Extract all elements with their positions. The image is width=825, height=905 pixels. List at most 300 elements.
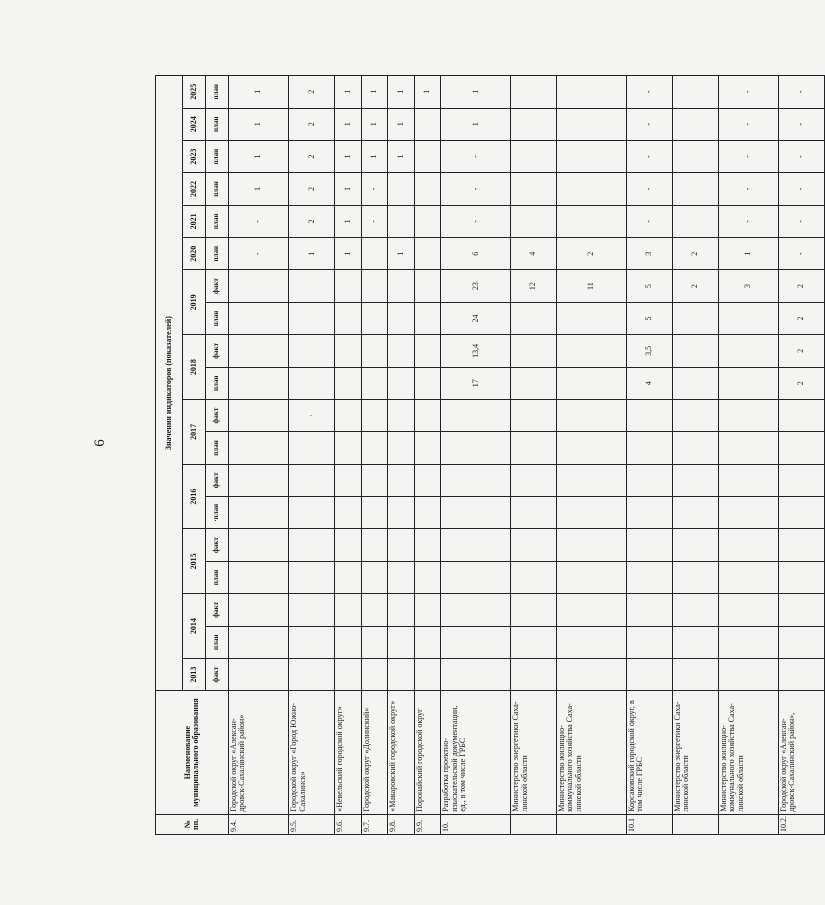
indicator-cell: 2 [289, 76, 335, 109]
municipality-name: Министерство жилищно-коммунального хозяйства Саха-линской области [557, 691, 627, 814]
indicator-cell [718, 626, 778, 658]
indicator-cell [672, 626, 718, 658]
indicator-cell [718, 497, 778, 529]
indicator-cell: 23 [441, 270, 511, 302]
indicator-cell: 1 [361, 108, 388, 140]
indicator-cell [718, 658, 778, 690]
indicator-cell [335, 367, 362, 399]
indicator-cell [361, 270, 388, 302]
indicator-cell [672, 140, 718, 172]
indicator-cell [718, 432, 778, 464]
indicator-cell: 2 [289, 173, 335, 205]
indicator-cell [557, 399, 627, 431]
indicator-cell: - [229, 238, 289, 270]
indicator-cell [627, 529, 673, 561]
indicator-cell: 1 [229, 140, 289, 172]
indicator-cell [229, 529, 289, 561]
municipality-name: Городской округ «Долинский» [361, 691, 388, 814]
row-number: 9.4. [229, 814, 289, 834]
header-plan: план [206, 108, 229, 140]
indicator-cell [718, 529, 778, 561]
indicator-cell: - [361, 205, 388, 237]
table-row [335, 76, 362, 835]
indicator-cell [557, 302, 627, 334]
header-year: 2016 [183, 464, 206, 529]
indicator-cell: - [627, 205, 673, 237]
indicator-cell [388, 464, 415, 496]
indicator-cell [361, 594, 388, 626]
indicator-cell: - [441, 205, 511, 237]
indicator-cell [511, 594, 557, 626]
indicator-cell [335, 432, 362, 464]
header-plan: план [206, 76, 229, 109]
indicator-cell: 5 [627, 302, 673, 334]
indicator-cell [779, 561, 825, 593]
row-number: 9.5. [289, 814, 335, 834]
indicator-cell: 1 [335, 76, 362, 109]
indicator-cell [388, 205, 415, 237]
indicator-cell [335, 594, 362, 626]
indicator-cell [289, 658, 335, 690]
header-year: 2020 [183, 238, 206, 270]
indicator-cell [361, 529, 388, 561]
indicator-cell: 2 [779, 335, 825, 367]
indicator-cell [779, 432, 825, 464]
indicator-cell: 1 [414, 76, 441, 109]
table-frame [155, 75, 825, 835]
indicator-cell [557, 594, 627, 626]
indicator-cell [335, 302, 362, 334]
indicator-cell [335, 658, 362, 690]
table-row [441, 76, 511, 835]
indicator-cell: 4 [511, 238, 557, 270]
indicator-cell [441, 658, 511, 690]
municipality-name: «Невельский городской округ» [335, 691, 362, 814]
indicator-cell [557, 367, 627, 399]
indicator-cell [414, 464, 441, 496]
indicator-cell [511, 464, 557, 496]
indicator-cell [289, 626, 335, 658]
indicator-cell [414, 140, 441, 172]
indicator-cell [414, 302, 441, 334]
header-plan: план [206, 561, 229, 593]
indicator-cell: 3 [627, 238, 673, 270]
indicator-cell [361, 302, 388, 334]
indicator-cell [289, 594, 335, 626]
indicator-cell [414, 367, 441, 399]
indicator-cell: 17 [441, 367, 511, 399]
table-row [414, 76, 441, 835]
indicator-cell [511, 561, 557, 593]
table-row [557, 76, 627, 835]
indicator-cell [672, 594, 718, 626]
table-row [511, 76, 557, 835]
indicator-cell: - [779, 238, 825, 270]
indicator-cell [361, 238, 388, 270]
indicator-cell [511, 626, 557, 658]
header-municipality: Наименование муниципального образования [156, 691, 229, 814]
indicator-cell [229, 561, 289, 593]
indicator-cell [414, 238, 441, 270]
row-number: 10.1 [627, 814, 673, 834]
header-plan: план [206, 626, 229, 658]
indicator-cell [335, 529, 362, 561]
indicator-cell [557, 140, 627, 172]
indicator-cell [557, 108, 627, 140]
indicator-cell [441, 399, 511, 431]
table-header [156, 76, 229, 835]
row-number [672, 814, 718, 834]
header-plan: план [206, 302, 229, 334]
indicator-cell [388, 658, 415, 690]
indicator-cell: 24 [441, 302, 511, 334]
indicator-cell [361, 399, 388, 431]
indicator-cell: 2 [779, 270, 825, 302]
indicator-cell [388, 594, 415, 626]
indicator-cell [361, 626, 388, 658]
indicator-cell [388, 173, 415, 205]
indicator-cell: 4 [627, 367, 673, 399]
indicator-cell [335, 270, 362, 302]
indicator-cell: 3,5 [627, 335, 673, 367]
indicator-cell [414, 594, 441, 626]
indicator-cell [289, 270, 335, 302]
indicator-cell: 1 [335, 205, 362, 237]
indicator-cell [229, 594, 289, 626]
indicator-cell: 1 [335, 238, 362, 270]
indicator-cell [672, 367, 718, 399]
header-fact: факт [206, 335, 229, 367]
indicator-cell [229, 302, 289, 334]
indicator-cell [388, 367, 415, 399]
indicator-cell [511, 140, 557, 172]
indicator-cell: 1 [388, 76, 415, 109]
indicator-cell: - [627, 108, 673, 140]
indicator-cell: 1 [441, 76, 511, 109]
indicator-cell [627, 561, 673, 593]
municipality-name: Поронайский городской округ [414, 691, 441, 814]
indicator-cell [289, 529, 335, 561]
indicator-cell [361, 497, 388, 529]
header-number: № пп. [156, 814, 229, 834]
table-row [361, 76, 388, 835]
indicator-cell: - [779, 76, 825, 109]
indicator-cell: 1 [388, 238, 415, 270]
row-number: 9.8. [388, 814, 415, 834]
indicator-cell: 1 [229, 108, 289, 140]
indicator-cell [557, 335, 627, 367]
indicator-cell: 13,4 [441, 335, 511, 367]
indicator-cell [779, 464, 825, 496]
header-year: 2018 [183, 335, 206, 400]
indicator-cell: - [779, 140, 825, 172]
indicator-cell [627, 399, 673, 431]
municipality-name: Министерство жилищно-коммунального хозяйства Саха-линской области [718, 691, 778, 814]
indicator-cell [672, 205, 718, 237]
indicator-cell [511, 658, 557, 690]
municipality-name: Разработка проектно-изыскательской документации, ед., в том числе ГРБС [441, 691, 511, 814]
indicator-cell: 2 [289, 205, 335, 237]
municipality-name: Городской округ «Город Южно-Сахалинск» [289, 691, 335, 814]
indicator-cell: - [441, 140, 511, 172]
indicator-cell [672, 529, 718, 561]
indicator-cell [414, 108, 441, 140]
indicator-cell: - [718, 140, 778, 172]
table-body [229, 76, 825, 835]
indicator-cell [557, 173, 627, 205]
indicator-cell: 2 [557, 238, 627, 270]
indicator-cell: 1 [229, 76, 289, 109]
indicator-cell [672, 497, 718, 529]
indicator-cell [335, 464, 362, 496]
indicator-cell: 2 [672, 270, 718, 302]
indicator-cell [229, 497, 289, 529]
indicator-cell [414, 658, 441, 690]
indicator-cell [289, 497, 335, 529]
indicator-cell [557, 561, 627, 593]
indicator-cell [229, 270, 289, 302]
indicator-cell [229, 658, 289, 690]
indicator-cell [289, 367, 335, 399]
indicator-cell [557, 658, 627, 690]
indicator-cell [718, 367, 778, 399]
indicator-cell [672, 76, 718, 109]
indicator-cell [414, 205, 441, 237]
indicator-cell [441, 561, 511, 593]
municipality-name: Министерство энергетики Саха-линской области [672, 691, 718, 814]
indicator-cell [229, 626, 289, 658]
indicator-cell [335, 335, 362, 367]
indicator-cell [361, 561, 388, 593]
indicator-cell [511, 205, 557, 237]
indicator-cell: - [627, 173, 673, 205]
indicator-cell [557, 464, 627, 496]
indicator-cell [718, 399, 778, 431]
indicator-cell [511, 497, 557, 529]
indicator-cell [229, 335, 289, 367]
indicator-cell [672, 658, 718, 690]
indicator-cell: 2 [289, 140, 335, 172]
header-fact: факт [206, 529, 229, 561]
indicator-cell: 2 [672, 238, 718, 270]
indicator-cell: 3 [718, 270, 778, 302]
indicator-cell [557, 205, 627, 237]
indicator-cell: - [627, 76, 673, 109]
indicator-cell [289, 302, 335, 334]
indicator-cell [511, 399, 557, 431]
indicator-cell [627, 658, 673, 690]
indicator-cell: 1 [335, 108, 362, 140]
header-fact: факт [206, 594, 229, 626]
indicator-cell [557, 432, 627, 464]
table-row [672, 76, 718, 835]
indicator-cell [414, 626, 441, 658]
indicator-cell: 1 [388, 108, 415, 140]
header-year: 2022 [183, 173, 206, 205]
indicator-cell [388, 561, 415, 593]
indicator-cell: - [779, 173, 825, 205]
indicator-cell [441, 432, 511, 464]
indicator-cell: 2 [779, 302, 825, 334]
indicator-cell [672, 561, 718, 593]
indicator-cell [672, 108, 718, 140]
header-year: 2019 [183, 270, 206, 335]
indicator-cell [388, 626, 415, 658]
indicator-cell [511, 335, 557, 367]
indicator-cell [388, 302, 415, 334]
indicator-cell [511, 432, 557, 464]
row-number: 9.9. [414, 814, 441, 834]
indicator-cell [672, 173, 718, 205]
indicator-cell: 2 [779, 367, 825, 399]
indicator-cell: 1 [388, 140, 415, 172]
indicator-cell [557, 76, 627, 109]
indicator-cell [672, 464, 718, 496]
indicator-cell [229, 432, 289, 464]
indicator-cell [441, 529, 511, 561]
indicator-cell [718, 335, 778, 367]
indicator-cell [388, 529, 415, 561]
indicator-cell: 5 [627, 270, 673, 302]
indicator-cell [779, 497, 825, 529]
table-row [627, 76, 673, 835]
indicator-cell [779, 529, 825, 561]
indicator-cell [361, 335, 388, 367]
indicators-table [155, 75, 825, 835]
indicator-cell [388, 335, 415, 367]
indicator-cell [388, 497, 415, 529]
indicator-cell: - [229, 205, 289, 237]
indicator-cell: 1 [335, 173, 362, 205]
municipality-name: Городской округ «Алексан-дровск-Сахалинский район», [779, 691, 825, 814]
indicator-cell: · [289, 399, 335, 431]
row-number: 10.2. [779, 814, 825, 834]
indicator-cell [335, 399, 362, 431]
indicator-cell [511, 108, 557, 140]
indicator-cell: - [718, 205, 778, 237]
indicator-cell [335, 626, 362, 658]
indicator-cell [414, 497, 441, 529]
header-year: 2023 [183, 140, 206, 172]
indicator-cell [779, 658, 825, 690]
header-indicators: Значения индикаторов (показателей) [156, 76, 183, 691]
indicator-cell: - [779, 108, 825, 140]
indicator-cell [627, 464, 673, 496]
row-number [718, 814, 778, 834]
indicator-cell [414, 561, 441, 593]
indicator-cell: 12 [511, 270, 557, 302]
table-row [779, 76, 825, 835]
table-row [388, 76, 415, 835]
table-row [229, 76, 289, 835]
indicator-cell [361, 367, 388, 399]
header-year: 2024 [183, 108, 206, 140]
indicator-cell [627, 432, 673, 464]
indicator-cell: 2 [289, 108, 335, 140]
indicator-cell: - [779, 205, 825, 237]
indicator-cell: - [627, 140, 673, 172]
indicator-cell [672, 302, 718, 334]
indicator-cell [361, 432, 388, 464]
indicator-cell [511, 76, 557, 109]
indicator-cell [511, 173, 557, 205]
indicator-cell [441, 594, 511, 626]
row-number: 9.6. [335, 814, 362, 834]
indicator-cell [388, 399, 415, 431]
table-row [289, 76, 335, 835]
indicator-cell: 1 [718, 238, 778, 270]
header-year: 2025 [183, 76, 206, 109]
indicator-cell [229, 367, 289, 399]
indicator-cell: 1 [289, 238, 335, 270]
indicator-cell [511, 367, 557, 399]
row-number: 10. [441, 814, 511, 834]
indicator-cell [718, 561, 778, 593]
municipality-name: «Макаровский городской округ» [388, 691, 415, 814]
header-plan: план [206, 205, 229, 237]
indicator-cell [511, 302, 557, 334]
header-fact: факт [206, 399, 229, 431]
indicator-cell: - [718, 173, 778, 205]
indicator-cell [627, 594, 673, 626]
indicator-cell [718, 302, 778, 334]
row-number: 9.7. [361, 814, 388, 834]
indicator-cell [335, 497, 362, 529]
indicator-cell [779, 594, 825, 626]
page-number: 6 [92, 439, 108, 447]
indicator-cell [289, 464, 335, 496]
indicator-cell [289, 432, 335, 464]
indicator-cell [361, 658, 388, 690]
indicator-cell [388, 432, 415, 464]
indicator-cell [441, 497, 511, 529]
indicator-cell [557, 529, 627, 561]
indicator-cell [361, 464, 388, 496]
row-number [511, 814, 557, 834]
indicator-cell [779, 626, 825, 658]
municipality-name: Министерство энергетики Саха-линской области [511, 691, 557, 814]
indicator-cell [414, 529, 441, 561]
row-number [557, 814, 627, 834]
indicator-cell [441, 464, 511, 496]
indicator-cell: 6 [441, 238, 511, 270]
header-year: 2014 [183, 594, 206, 659]
header-plan: план [206, 238, 229, 270]
header-fact: факт [206, 658, 229, 690]
table-row [718, 76, 778, 835]
indicator-cell [672, 432, 718, 464]
municipality-name: Городской округ «Алексан-дровск-Сахалинский район» [229, 691, 289, 814]
header-year: 2017 [183, 399, 206, 464]
header-year: 2021 [183, 205, 206, 237]
header-plan: план [206, 173, 229, 205]
indicator-cell: 1 [335, 140, 362, 172]
indicator-cell: - [718, 108, 778, 140]
indicator-cell: 1 [229, 173, 289, 205]
indicator-cell: 1 [361, 140, 388, 172]
municipality-name: Корсаковский городской округ, в том числе ГРБС [627, 691, 673, 814]
indicator-cell: - [361, 173, 388, 205]
header-plan: план [206, 367, 229, 399]
indicator-cell [414, 432, 441, 464]
indicator-cell [414, 270, 441, 302]
indicator-cell [414, 335, 441, 367]
indicator-cell [229, 464, 289, 496]
indicator-cell [779, 399, 825, 431]
indicator-cell: - [718, 76, 778, 109]
header-fact: факт [206, 464, 229, 496]
indicator-cell: 11 [557, 270, 627, 302]
